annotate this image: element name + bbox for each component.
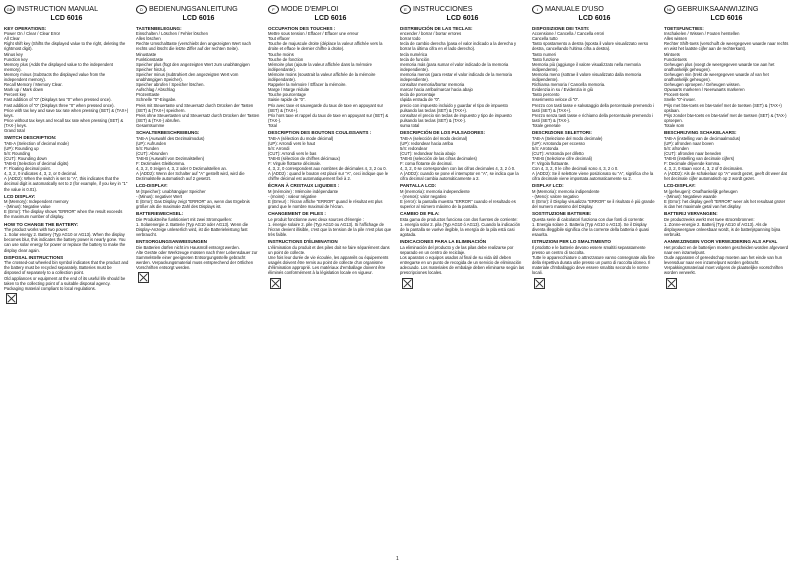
- crossed-bin-icon: [666, 278, 677, 289]
- section-line: F: coma flotante de decimal.: [400, 161, 453, 167]
- section-line: All Clear: [4, 36, 20, 42]
- section-line: Geheugen plus (voegt de weergegeven waarde toe aan het onafhankelijk geheugen).: [664, 61, 775, 72]
- section-line: Minustaste: [136, 51, 157, 57]
- section-line: 4, 3, 2, 0 staan voor 4, 3, 2 of 0 decimalen.: [664, 166, 744, 172]
- section-line: Con 4, 3, 2, 0 le cifre decimali sono 4, 3, 2 o 0.: [532, 166, 619, 172]
- section-line: - (moins) : valeur négative: [268, 194, 317, 200]
- section-line: M (Memory): Independent memory: [4, 199, 69, 205]
- language-column: [664, 4, 789, 552]
- section-line: Speicher plus (fügt den angezeigten Wert zum unabhängigen Speicher hinzu).: [136, 61, 250, 72]
- section-line: Old appliances or equipment at the end of its useful life should be taken to the collecting point of a suitable disposal agency. Packaging material compliant to local regulations.: [4, 275, 126, 291]
- section-line: (UP): Arrondi vers le haut: [268, 140, 316, 146]
- section-title: INSTRUCTIONS D'ÉLIMINATION: [268, 239, 338, 245]
- section-line: Prezzo senza tasti tasse e richiamo della percentuale premendo i tasti (SET) & (TAX-).: [532, 112, 654, 123]
- section-title: SOSTITUZIONE BATTERIE:: [532, 211, 592, 217]
- section-title: TOETSFUNCTIES:: [664, 25, 704, 31]
- section-line: Snelle "0"-invoer.: [664, 97, 696, 103]
- section-title: DESCRIZIONE SELETTORI:: [532, 129, 592, 135]
- section-title: DISPOSAL INSTRUCTIONS: [4, 254, 64, 260]
- section-line: Functietoets: [664, 56, 687, 62]
- section-line: Memory minus (Subtracts the displayed value from the independent memory).: [4, 71, 106, 83]
- section-line: A (ADD2): Se il selettore viene posizionato su "A", significa che la cifra decimale viene impostata automaticamente su 2.: [532, 171, 654, 182]
- language-badge: GB: [4, 5, 15, 14]
- section-line: Mémoire moins (soustrait la valeur affichée de la mémoire indépendante).: [268, 71, 376, 83]
- section-line: Geheugen min (trekt de weergegeven waarde af van het onafhankelijk geheugen).: [664, 71, 769, 83]
- section-line: Funktionstaste: [136, 56, 164, 62]
- section-line: Gesamtsumme: [136, 122, 165, 128]
- section-line: Il prodotto e le batterie devono essere smaltiti separatamente presso un centro di raccolta.: [532, 244, 646, 256]
- section-line: (UP): redondear hacia arriba: [400, 140, 454, 146]
- section-line: 4, 3, 2, 0 zeigen 4, 3, 2 oder 0 Dezimalstellen an.: [136, 166, 228, 172]
- section-line: Minus key: [4, 51, 23, 57]
- section-line: M (mémoire) : Mémoire indépendante: [268, 189, 339, 194]
- section-line: Schnelle "0"-Eingabe.: [136, 97, 177, 103]
- section-line: TAB-B (selección de las cifras decimales): [400, 155, 477, 161]
- section-line: Price without tax keys and recall tax rate when pressing (SET) & (TAX-) keys.: [4, 117, 124, 128]
- section-line: Tasto spostamento a destra (sposta il valore visualizzato verso destra, cancellando l'ultima cifra a destra).: [532, 41, 649, 52]
- section-line: E (Error): het display geeft "ERROR" weer als het resultaat groter is dan het maximale getal van het display.: [664, 199, 786, 210]
- section-line: Marge / Marge réduite: [268, 87, 310, 93]
- section-line: M (Speicher): unabhängiger Speicher: [136, 189, 206, 194]
- section-line: (UP): Rounding up: [4, 145, 39, 151]
- manual-title: GEBRUIKSAANWIJZING: [677, 4, 759, 13]
- section-title: BATTERIJ VERVANGEN:: [664, 211, 718, 217]
- section-line: 1. énergie solaire 2. pile (Typ AG10 ou AG13). Si l'affichage de l'écran devient illisible, c'est que la tension de la pile n'est plus que très faible.: [268, 222, 392, 238]
- crossed-bin-icon: [402, 278, 413, 289]
- section-line: F: Dezimales Gleitkomma.: [136, 161, 186, 167]
- section-line: Mark up / Mark down: [4, 87, 44, 93]
- section-line: Tasto percento: [532, 92, 560, 98]
- section-line: Tout effacer: [268, 36, 290, 42]
- language-badge: E: [400, 5, 411, 14]
- section-line: consultar memoria/borrar memoria: [400, 82, 465, 88]
- section-title: BATTERIEWECHSEL:: [136, 211, 184, 217]
- section-line: Speicher abrufen / Speicher löschen.: [136, 82, 205, 88]
- section-line: TAB-A (Selection of decimal mode): [4, 140, 69, 146]
- language-badge: F: [268, 5, 279, 14]
- section-line: Alles löschen: [136, 36, 161, 42]
- section-line: Prozenttaste: [136, 92, 160, 98]
- section-line: Cancella tutto: [532, 36, 558, 42]
- section-line: 1. Solar energy 2. Battery (Typ AG10 or AG13). When the display becomes blur, this indicates the battery power is nearly gone. You can use solar energy for power or replace the battery to make the display clear again.: [4, 232, 126, 253]
- section-line: Die Batterien dürfen nicht im Hausmüll entsorgt werden.: [136, 244, 240, 250]
- section-title: AANWIJZINGEN VOOR VERWIJDERING ALS AFVAL: [664, 239, 778, 245]
- section-line: Inserimento veloce di "0".: [532, 97, 580, 103]
- section-line: E (Error): The display shows "ERROR" when the result exceeds the maximum number of display.: [4, 209, 123, 220]
- section-line: Mettre sous tension / Effacer / Effacer une erreur: [268, 31, 359, 37]
- section-line: L'élimination du produit et des piles doit se faire séparément dans un point de collecte.: [268, 244, 390, 256]
- section-line: (CUT): Abrunden: [136, 150, 168, 156]
- section-line: Tasto numeri: [532, 51, 556, 57]
- section-title: OCCUPATION DES TOUCHES :: [268, 25, 336, 31]
- section-line: Questa serie di calcolatori funziona con due fonti di corrente:: [532, 216, 645, 222]
- column-header: [268, 4, 393, 14]
- section-line: A (ADD2): Als de schakelaar op "A" wordt gezet, geeft dit weer dat het decimale cijfer automatisch op 2 wordt gezet.: [664, 171, 787, 182]
- section-line: precio con impuesto incluido y guardar el tipo de impuesto pulsando las teclas (SET) & (TAX+).: [400, 102, 509, 113]
- section-line: Rechter Shift-toets (verschuift de weergegeven waarde naar rechts en wist het laatste cijfer aan de rechterkant).: [664, 41, 789, 52]
- section-line: TAB-B (Selezione cifre decimali): [532, 155, 592, 161]
- language-badge: I: [532, 5, 543, 14]
- section-line: memoria menos (para restar el valor indicado de la memoria independiente).: [400, 71, 512, 83]
- section-line: Prijs zonder btw-toets en btw-tarief met de toetsen (SET) & (TAX-) oproepen.: [664, 112, 787, 123]
- section-line: Touche pourcentage: [268, 92, 306, 98]
- section-title: BESCHRIJVING SCHAKELAARS:: [664, 129, 737, 135]
- section-line: Right shift key (Shifts the displayed value to the right, deleting the rightmost digit).: [4, 41, 126, 52]
- section-line: Prix avec taxe et sauvegarde du taux de taxe en appuyant sur (SET) & (TAX+).: [268, 102, 383, 113]
- section-title: INDICACIONES PARA LA ELIMINACIÓN: [400, 239, 487, 245]
- section-line: The product works with two power:: [4, 227, 69, 233]
- section-line: 5/4: Arrondi: [268, 145, 290, 151]
- section-line: TAB-A (selección del modo decimal): [400, 135, 468, 141]
- section-title: ENTSORGUNGSANWEISUNGEN: [136, 239, 207, 245]
- section-line: Power On / Clear / Clear Error: [4, 31, 61, 37]
- section-line: Price with tax key and save tax rate when pressing (SET) & (TAX+) keys.: [4, 107, 129, 118]
- section-line: Preis mit Steuertaste und Steuersatz durch Drücken der Tasten (SET) & (TAX+) speichern.: [136, 102, 254, 113]
- column-header: [664, 4, 789, 14]
- section-line: Speicher minus (subtrahiert den angezeigten Wert vom unabhängigen Speicher).: [136, 71, 239, 83]
- section-line: F: Virgule flottante décimale.: [268, 161, 321, 167]
- section-line: M (geheugen): Onafhankelijk geheugen: [664, 189, 738, 194]
- manual-title: MANUALE D'USO: [545, 4, 604, 13]
- section-line: Total: [268, 122, 277, 128]
- section-title: ÉCRAN À CRISTAUX LIQUIDES :: [268, 183, 340, 189]
- section-title: LCD-DISPLAY:: [664, 183, 696, 189]
- page-number: 1: [396, 556, 399, 562]
- section-line: - (menos): valor negativo: [400, 194, 447, 200]
- section-line: Evidenzia in su / Evidenzia in giù: [532, 87, 593, 93]
- section-line: Einschalten / Löschen / Fehler löschen: [136, 31, 208, 37]
- section-line: Touche de fonction: [268, 56, 304, 62]
- section-title: DISTRIBUCIÓN DE LAS TECLAS:: [400, 25, 473, 31]
- section-line: Percent key: [4, 92, 27, 98]
- section-line: Mintoets: [664, 51, 680, 57]
- section-line: E (Error): il Display visualizza "ERROR" se il risultato è più grande del numero massimo del Display.: [532, 199, 655, 210]
- section-line: tecla numérica: [400, 51, 428, 57]
- section-line: 1. Zonne-energie 2. Batterij (Typ AG10 of AG13). Als de displayweergave onleesbaar wordt, is de batterijspanning bijna verbruikt.: [664, 222, 781, 238]
- language-badge: NL: [664, 5, 675, 14]
- section-line: TAB-A (Auswahl des Dezimalmodus): [136, 135, 205, 141]
- section-line: (UP): Aufrunden: [136, 140, 167, 146]
- section-line: Richiama memoria / Cancella memoria.: [532, 82, 606, 88]
- section-line: Totale som: [664, 122, 685, 128]
- section-line: tecla de porcentaje: [400, 92, 436, 98]
- section-line: - (Minus): Negatieve waarde: [664, 194, 717, 200]
- section-line: TAB-B (Auswahl von Dezimalstellen): [136, 155, 205, 161]
- section-line: (UP): afronden naar boven: [664, 140, 714, 146]
- section-line: E (Error): Das Display zeigt "ERROR" an, wenn das Ergebnis größer als die maximale Zahl des Displays ist.: [136, 199, 250, 210]
- section-line: Opwaarts markeren / Neerwaarts markeren: [664, 87, 745, 93]
- model-name: LCD 6016: [710, 14, 743, 22]
- section-title: LCD DISPLAY:: [4, 193, 36, 199]
- section-line: Tasto funzione: [532, 56, 560, 62]
- section-line: A (ADD2): Wenn der Schalter auf "A" gestellt wird, wird die Dezimalstelle automatisch auf 2 gesetzt.: [136, 171, 245, 182]
- section-line: 5/4: Runden: [136, 145, 159, 151]
- section-line: Esta gama de productos funciona con dos fuentes de corriente:: [400, 216, 518, 222]
- section-line: Preis ohne Steuertasten und Steuersatz durch Drücken der Tasten (SET) & (TAX-) abrufen.: [136, 112, 260, 123]
- manual-title: MODE D'EMPLOI: [281, 4, 339, 13]
- section-line: Het product en de batterijen moeten gescheiden worden afgevoerd naar een inzamelpunt.: [664, 244, 789, 256]
- section-line: (CUT): redondear hacia abajo: [400, 150, 456, 156]
- manual-title: BEDIENUNGSANLEITUNG: [149, 4, 238, 13]
- section-line: A (ADD2) : quand le bouton est placé sur "A", ceci indique que le chiffre décimal est automatiquement fixé à 2.: [268, 171, 389, 182]
- section-line: Rechte Umschalttaste (verschiebt den angezeigten Wert nach rechts und löscht die letzte Ziffer auf der rechten Seite).: [136, 41, 251, 52]
- section-line: (CUT): afronden naar beneden: [664, 150, 722, 156]
- section-line: Accensione / Cancella / Cancella errori: [532, 31, 605, 37]
- section-line: marcar hacia arriba/marcar hacia abajo: [400, 87, 473, 93]
- section-line: Inschakelen / Wissen / Fouten herstellen: [664, 31, 740, 37]
- crossed-bin-icon: [138, 272, 149, 283]
- section-line: (CUT): Arrotonda per difetto: [532, 150, 584, 156]
- section-line: A (ADD2): When the switch is set to "A", this indicates that the decimal digit is automatically set to 2 (for example, if you key in "1" the value is 0.01).: [4, 176, 128, 192]
- model-name: LCD 6016: [50, 14, 83, 22]
- section-line: borrar todo: [400, 36, 421, 42]
- section-line: Oude apparaten of gereedschap moeten aan het einde van hun levensduur naar een inzamelpunt worden gebracht. Verpakkingsmateriaal moet volgens de plaatselijke voorschriften worden verwerkt.: [664, 255, 783, 276]
- section-line: memoria más (para sumar el valor indicado de la memoria independiente).: [400, 61, 509, 72]
- language-column: [268, 4, 393, 552]
- section-line: Memory plus (Adds the displayed value to the independent memory).: [4, 61, 113, 72]
- section-line: Memoria più (aggiunge il valore visualizzato nella memoria indipendente).: [532, 61, 641, 72]
- language-column: [532, 4, 657, 552]
- section-line: F: Floating decimal point.: [4, 166, 51, 172]
- section-title: ISTRUZIONI PER LO SMALTIMENTO: [532, 239, 611, 245]
- section-line: Fast addition of "0" (Displays three "0" when pressed once).: [4, 102, 115, 108]
- section-line: Recall Memory / Memory Clear.: [4, 82, 63, 88]
- section-line: - (Meno): valore negativo: [532, 194, 579, 200]
- manual-title: INSTRUCTION MANUAL: [17, 4, 99, 13]
- section-line: consultar el precio sin teclas de impuesto y tipo de impuesto pulsando las teclas (SET) & (TAX-).: [400, 112, 512, 123]
- section-line: Totale generale: [532, 122, 561, 128]
- section-line: 1. Energia solare 2. Batteria (Typ AG10 o AG13). Se il Display diventa illeggibile significa che la corrente della batteria è quasi esaurita.: [532, 222, 649, 238]
- section-line: 4, 3, 2, 0 indicates 4, 3, 2, or 0 decimal.: [4, 171, 78, 177]
- section-line: Grand total: [4, 127, 25, 133]
- language-column: [400, 4, 525, 552]
- section-line: 5/4: Rounding: [4, 150, 31, 156]
- section-title: PANTALLA LCD:: [400, 183, 437, 189]
- section-line: 4, 3, 2, 0 se corresponden con las cifras decimales 4, 3, 2 ó 0.: [400, 166, 516, 172]
- crossed-bin-icon: [534, 278, 545, 289]
- section-line: TAB-B (Selection of decimal digits): [4, 161, 69, 167]
- section-line: TAB-A (Selezione del modo decimale): [532, 135, 603, 141]
- section-title: TASTENBELEGUNG:: [136, 25, 182, 31]
- language-column: [136, 4, 261, 552]
- crossed-bin-icon: [6, 293, 17, 304]
- column-header: [136, 4, 261, 14]
- section-title: DESCRIPCIÓN DE LOS PULSADORES:: [400, 129, 485, 135]
- section-title: KEY OPERATIONS:: [4, 25, 47, 31]
- section-line: M (Memoria): memoria indipendente: [532, 189, 600, 194]
- section-title: DISPLAY LCD:: [532, 183, 564, 189]
- section-line: La eliminación del producto y de las pilas debe realizarse por separado en un centro de reciclaje.: [400, 244, 514, 256]
- section-line: F: Decimale drijvende komma.: [664, 161, 721, 167]
- section-line: TAB-B (sélection de chiffres décimaux): [268, 155, 340, 161]
- section-title: LCD-DISPLAY:: [136, 183, 168, 189]
- section-line: Geheugen oproepen / Geheugen wissen.: [664, 82, 741, 88]
- section-line: tecla de cambio derecha (pasa el valor indicado a la derecha y borrar la última cifra en el lado derecho).: [400, 41, 517, 52]
- section-line: Rappeler la mémoire / Effacer la mémoire.: [268, 82, 347, 88]
- section-line: (CUT): Arrondi vers le bas: [268, 150, 317, 156]
- section-title: SWITCH DESCRIPTION:: [4, 135, 57, 141]
- section-line: - (Minus): Negative value: [4, 204, 51, 210]
- section-line: suma total: [400, 122, 420, 128]
- crossed-bin-icon: [270, 278, 281, 289]
- section-line: Saisie rapide de "0".: [268, 97, 306, 103]
- section-title: CHANGEMENT DE PILES :: [268, 211, 326, 217]
- section-line: rápida entrada de "0".: [400, 97, 441, 103]
- section-title: HOW TO CHANGE THE BATTERY:: [4, 221, 79, 227]
- section-line: Une fois leur durée de vie écoulée, les appareils ou équipements usagés doivent être remis au point de collecte d'un organisme d'élimination approprié. Les matériaux d'emballage doivent être éliminés conformément à la législation locale en vigueur.: [268, 255, 389, 276]
- section-line: Le produit fonctionne avec deux sources d'énergie :: [268, 216, 364, 222]
- section-line: TAB-B (instelling van decimale cijfers): [664, 155, 735, 161]
- section-line: Los aparatos o equipos usados al final de su vida útil deben entregarse en un punto de recogida de un servicio de eliminación adecuado. Los materiales de embalaje deben eliminarse según las prescripciones locales.: [400, 255, 525, 276]
- section-line: Prezzo con tasti tasse e salvataggio della percentuale premendo i tasti (SET) & (TAX+).: [532, 102, 654, 113]
- language-badge: D: [136, 5, 147, 14]
- section-line: encender / borrar / borrar errores: [400, 31, 462, 37]
- section-title: CAMBIO DE PILA:: [400, 211, 440, 217]
- section-line: E (error): la pantalla muestra "ERROR" cuando el resultado es superior al número máximo de la pantalla.: [400, 199, 516, 210]
- section-line: The crossed-out wheeled bin symbol indicates that the product and the battery must be recycled separately. Batteries must be disposed of separately to a collection point.: [4, 260, 129, 276]
- section-line: Touche de majuscule droite (déplace la valeur affichée vers la droite et efface le dernier chiffre à droite).: [268, 41, 383, 52]
- section-line: TAB-A (instelling van de decimaalmodus): [664, 135, 741, 141]
- section-line: (UP): Arrotonda per eccesso: [532, 140, 585, 146]
- section-line: 1. energía solar 2. pila (Typ AG10 ó AG13). Cuando la indicación de la pantalla se vuelve ilegible, la energía de la pila está casi agotada.: [400, 222, 521, 238]
- section-line: (CUT): Rounding down: [4, 155, 47, 161]
- section-line: 5/4: redondear: [400, 145, 428, 151]
- column-header: [4, 4, 129, 14]
- section-title: SCHALTERBESCHREIBUNG:: [136, 129, 200, 135]
- manual-title: INSTRUCCIONES: [413, 4, 473, 13]
- model-name: LCD 6016: [578, 14, 611, 22]
- section-line: Tutte le apparecchiature o attrezzature vanno consegnate alla fine della rispettiva durata utile presso un punto di raccolta idoneo. Il materiale d'imballaggio deve essere smaltito secondo le norme locali.: [532, 255, 655, 276]
- section-line: M (memoria): memoria independiente: [400, 189, 470, 194]
- section-line: Prijs met btw-toets en btw-tarief met de toetsen (SET) & (TAX+) opslaan.: [664, 102, 782, 113]
- column-header: [532, 4, 657, 14]
- section-line: E (Erreur) : l'écran affiche "ERROR" quand le résultat est plus grand que le nombre maximal de l'écran.: [268, 199, 383, 210]
- section-line: F: Virgola fluttuante.: [532, 161, 570, 167]
- section-line: Aufschlag / Abschlag: [136, 87, 175, 93]
- model-name: LCD 6016: [314, 14, 347, 22]
- section-title: DESCRIPTION DES BOUTONS COULISSANTS :: [268, 129, 372, 135]
- section-line: A (ADD2): cuando se pone el interruptor en "A", se indica que la cifra decimal cambia automáticamente a 2.: [400, 171, 519, 182]
- section-line: TAB-A (sélection du mode décimal): [268, 135, 334, 141]
- model-name: LCD 6016: [446, 14, 479, 22]
- section-line: Function key: [4, 56, 28, 62]
- section-line: Prix hors taxe et rappel du taux de taxe en appuyant sur (SET) & (TAX-).: [268, 112, 389, 123]
- section-title: DISPOSIZIONE DEI TASTI:: [532, 25, 590, 31]
- section-line: Alles wissen: [664, 36, 688, 42]
- section-line: tecla de función: [400, 56, 430, 62]
- column-header: [400, 4, 525, 14]
- section-line: 5/4: Arrotonda: [532, 145, 559, 151]
- section-line: Die Produktreihe funktioniert mit zwei Stromquellen:: [136, 216, 233, 222]
- section-line: Mémoire plus (ajoute la valeur affichée dans la mémoire indépendante).: [268, 61, 372, 72]
- section-line: Memoria meno (sottrae il valore visualizzato dalla memoria indipendente).: [532, 71, 642, 83]
- section-line: - (Minus): negativer Wert: [136, 194, 182, 200]
- section-line: Touche moins: [268, 51, 294, 57]
- section-line: Alte Geräte oder Werkzeuge müssen nach Ihrer Lebensdauer zur Sammelstelle einer geeigneten Entsorgungsstelle gebracht werden. Verpackungsmaterial muss entsprechend der örtlichen Vorschriften entsorgt werden.: [136, 250, 258, 271]
- section-line: 1. Solarenergie 2. Batterie (Typ AG10 oder AG13). Wenn die Display-Anzeige unleserlich wird, ist die Batterieleistung fast verbraucht.: [136, 222, 249, 238]
- section-line: 5/4: afronden: [664, 145, 689, 151]
- language-column: [4, 4, 129, 552]
- section-line: Procent-toets: [664, 92, 689, 98]
- section-line: Fast addition of "0" (Displays two "0" when pressed once).: [4, 97, 112, 103]
- model-name: LCD 6016: [182, 14, 215, 22]
- section-line: De productreeks werkt met twee stroombronnen:: [664, 216, 755, 222]
- section-line: 4, 3, 2, 0 correspondent aux nombres de décimales 4, 3, 2 ou 0.: [268, 166, 387, 172]
